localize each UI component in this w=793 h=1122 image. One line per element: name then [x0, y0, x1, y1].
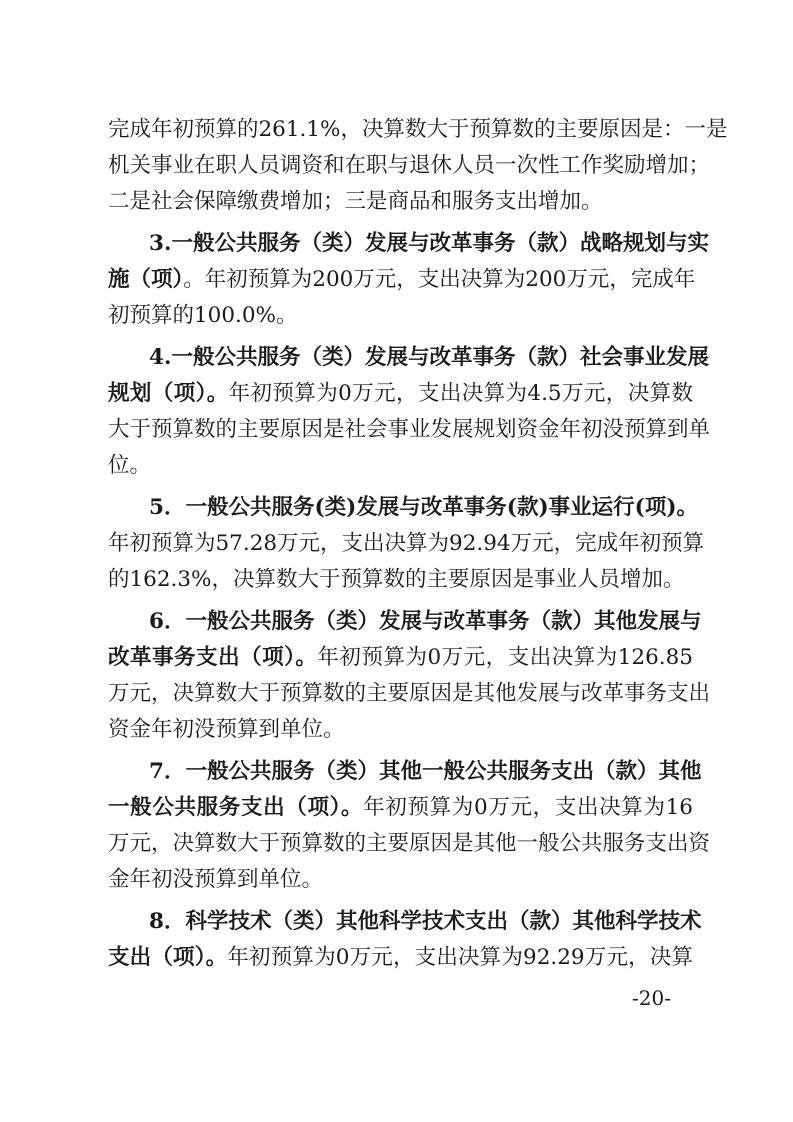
bold-heading: 改革事务支出（项）。 — [108, 645, 318, 670]
text-line — [108, 187, 693, 217]
text-line — [108, 643, 693, 673]
text-span: 二是社会保障缴费增加；三是商品和服务支出增加。 — [108, 189, 603, 214]
text-span: 万元，决算数大于预算数的主要原因是其他一般公共服务支出资 — [108, 831, 711, 856]
text-span: 年初预算为0万元，支出决算为92.29万元，决算 — [227, 945, 693, 970]
text-span: 年初预算为0万元，支出决算为126.85 — [317, 645, 693, 670]
bold-heading: 支出（项）。 — [108, 945, 228, 970]
bold-heading: 4.一般公共服务（类）发展与改革事务（款）社会事业发展 — [149, 345, 709, 370]
text-line — [149, 343, 709, 373]
text-line — [108, 865, 693, 895]
text-line — [108, 451, 693, 481]
text-span: 机关事业在职人员调资和在职与退休人员一次性工作奖励增加； — [108, 153, 711, 178]
text-line — [108, 679, 711, 709]
text-span: 金年初没预算到单位。 — [108, 867, 324, 892]
text-line — [108, 115, 728, 145]
text-span: 的162.3%，决算数大于预算数的主要原因是事业人员增加。 — [108, 567, 685, 592]
text-span: 位。 — [108, 453, 152, 478]
text-line — [108, 793, 693, 823]
bold-heading: 施（项） — [108, 267, 184, 292]
text-line — [108, 265, 696, 295]
text-line — [108, 301, 693, 331]
bold-heading: 3.一般公共服务（类）发展与改革事务（款）战略规划与实 — [149, 231, 709, 256]
text-line — [108, 529, 705, 559]
text-span: 万元，决算数大于预算数的主要原因是其他发展与改革事务支出 — [108, 681, 711, 706]
text-span: 年初预算为0万元，支出决算为4.5万元，决算数 — [228, 381, 693, 406]
bold-heading: 规划（项）。 — [108, 381, 229, 406]
text-line — [108, 415, 711, 445]
text-span: 。年初预算为200万元，支出决算为200万元，完成年 — [183, 267, 696, 292]
text-line — [108, 829, 711, 859]
bold-heading: 8．科学技术（类）其他科学技术支出（款）其他科学技术 — [149, 909, 702, 934]
text-span: 完成年初预算的261.1%，决算数大于预算数的主要原因是：一是 — [108, 117, 728, 142]
text-line — [108, 151, 711, 181]
text-span: 大于预算数的主要原因是社会事业发展规划资金年初没预算到单 — [108, 417, 711, 442]
text-span: 初预算的100.0%。 — [108, 303, 298, 328]
text-line — [108, 565, 693, 595]
text-line — [149, 229, 709, 259]
text-line — [149, 757, 702, 787]
bold-heading: 7．一般公共服务（类）其他一般公共服务支出（款）其他 — [149, 759, 702, 784]
bold-heading: 5．一般公共服务(类)发展与改革事务(款)事业运行(项)。 — [149, 495, 698, 520]
text-span: 年初预算为57.28万元，支出决算为92.94万元，完成年初预算 — [108, 531, 705, 556]
bold-heading: 6．一般公共服务（类）发展与改革事务（款）其他发展与 — [149, 609, 702, 634]
text-span: 资金年初没预算到单位。 — [108, 717, 345, 742]
text-line — [108, 943, 693, 973]
text-span: 年初预算为0万元，支出决算为16 — [363, 795, 693, 820]
text-line — [108, 379, 693, 409]
bold-heading: 一般公共服务支出（项）。 — [108, 795, 364, 820]
text-line — [149, 607, 702, 637]
page-number: -20- — [632, 986, 671, 1010]
text-line — [149, 907, 702, 937]
text-line — [108, 715, 693, 745]
text-line — [149, 493, 698, 523]
